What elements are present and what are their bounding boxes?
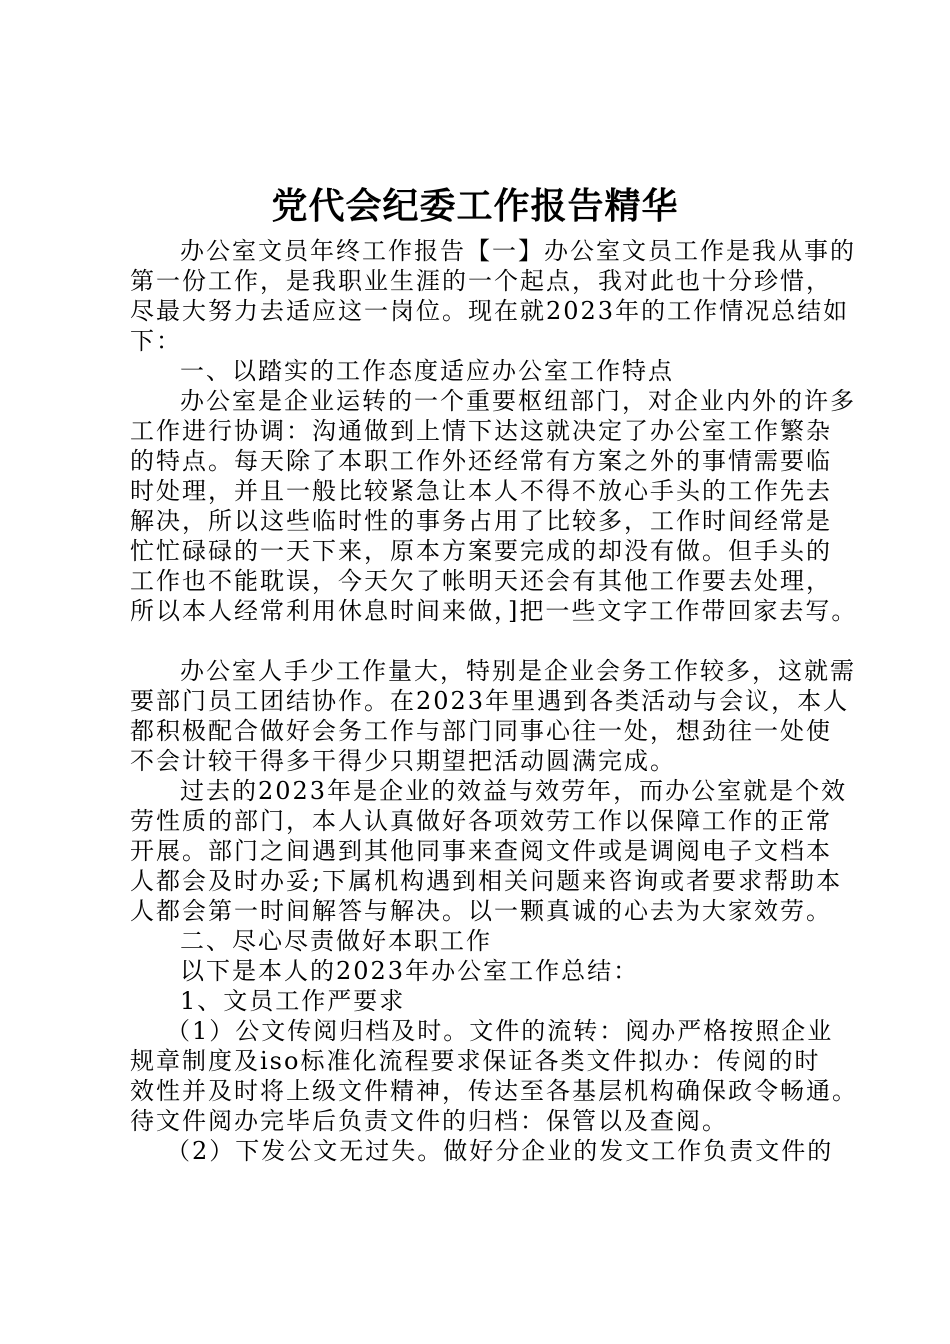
paragraph-line: 时处理，并且一般比较紧急让本人不得不放心手头的工作先去 bbox=[130, 477, 832, 505]
paragraph-line: 人都会及时办妥;下属机构遇到相关问题来咨询或者要求帮助本 bbox=[130, 867, 843, 895]
subsection-heading: 1、文员工作严要求 bbox=[180, 987, 406, 1015]
paragraph-line: 尽最大努力去适应这一岗位。现在就2023年的工作情况总结如 bbox=[130, 297, 850, 325]
paragraph-line: 忙忙碌碌的一天下来，原本方案要完成的却没有做。但手头的 bbox=[130, 537, 832, 565]
paragraph-line: 办公室是企业运转的一个重要枢纽部门，对企业内外的许多 bbox=[180, 387, 856, 415]
paragraph-line: 解决，所以这些临时性的事务占用了比较多，工作时间经常是 bbox=[130, 507, 832, 535]
paragraph-line: 以下是本人的2023年办公室工作总结： bbox=[180, 957, 640, 985]
paragraph-line: 工作进行协调：沟通做到上情下达这就决定了办公室工作繁杂 bbox=[130, 417, 832, 445]
section-heading: 一、以踏实的工作态度适应办公室工作特点 bbox=[180, 357, 674, 385]
paragraph-line: 开展。部门之间遇到其他同事来查阅文件或是调阅电子文档本 bbox=[130, 837, 832, 865]
paragraph-line: 下： bbox=[130, 327, 182, 355]
section-heading: 二、尽心尽责做好本职工作 bbox=[180, 927, 492, 955]
paragraph-line: 第一份工作，是我职业生涯的一个起点，我对此也十分珍惜， bbox=[130, 267, 832, 295]
paragraph-line: 效性并及时将上级文件精神，传达至各基层机构确保政令畅通。 bbox=[130, 1077, 858, 1105]
paragraph-line: 办公室文员年终工作报告【一】办公室文员工作是我从事的 bbox=[180, 237, 856, 265]
paragraph-line: （1）公文传阅归档及时。文件的流转：阅办严格按照企业 bbox=[166, 1017, 834, 1045]
paragraph-line: 劳性质的部门，本人认真做好各项效劳工作以保障工作的正常 bbox=[130, 807, 832, 835]
paragraph-line: 规章制度及iso标准化流程要求保证各类文件拟办：传阅的时 bbox=[130, 1047, 821, 1075]
paragraph-line: 过去的2023年是企业的效益与效劳年，而办公室就是个效 bbox=[180, 777, 848, 805]
paragraph-line: 不会计较干得多干得少只期望把活动圆满完成。 bbox=[130, 747, 676, 775]
document-title: 党代会纪委工作报告精华 bbox=[271, 186, 679, 227]
paragraph-line: 办公室人手少工作量大，特别是企业会务工作较多，这就需 bbox=[180, 657, 856, 685]
paragraph-line: 待文件阅办完毕后负责文件的归档：保管以及查阅。 bbox=[130, 1107, 728, 1135]
paragraph-line: 所以本人经常利用休息时间来做，]把一些文字工作带回家去写。 bbox=[130, 597, 858, 625]
paragraph-line: （2）下发公文无过失。做好分企业的发文工作负责文件的 bbox=[166, 1137, 834, 1165]
paragraph-line: 要部门员工团结协作。在2023年里遇到各类活动与会议，本人 bbox=[130, 687, 850, 715]
paragraph-line: 工作也不能耽误，今天欠了帐明天还会有其他工作要去处理， bbox=[130, 567, 832, 595]
document-body bbox=[130, 236, 858, 1166]
paragraph-line: 都积极配合做好会务工作与部门同事心往一处，想劲往一处使 bbox=[130, 717, 832, 745]
paragraph-line: 的特点。每天除了本职工作外还经常有方案之外的事情需要临 bbox=[130, 447, 832, 475]
paragraph-spacer bbox=[130, 626, 850, 656]
paragraph-line: 人都会第一时间解答与解决。以一颗真诚的心去为大家效劳。 bbox=[130, 897, 832, 925]
